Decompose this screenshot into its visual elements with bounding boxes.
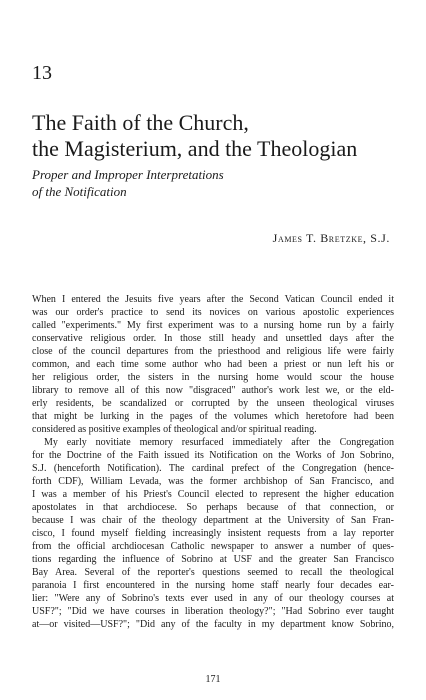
text-line: apostolates in that archdiocese. So perhaps because of that connection, or <box>32 502 394 513</box>
text-line: conservative religious order. In those still heady and unsettled days after the <box>32 333 394 344</box>
text-line: from the official archdiocesan Catholic newspaper to answer a number of ques- <box>32 541 394 552</box>
text-line: library to remove all of this now "disgraced" author's work lest we, or the eld- <box>32 385 394 396</box>
chapter-subtitle-line: of the Notification <box>32 184 127 199</box>
text-line: forth CDF), William Levada, was the former archbishop of San Francisco, and <box>32 476 394 487</box>
text-line: lier: "Were any of Sobrino's texts ever used in any of our theology courses at <box>32 593 394 604</box>
body-paragraph <box>32 436 394 631</box>
text-line: My early novitiate memory resurfaced immediately after the Congregation <box>44 437 394 448</box>
chapter-title-line: The Faith of the Church, <box>32 110 249 135</box>
body-text <box>32 293 394 631</box>
text-line: was our order's practice to send its novices on various apostolic experiences <box>32 307 394 318</box>
text-line: close of the council departures from the priesthood and religious life were fairly <box>32 346 394 357</box>
chapter-title-line: the Magisterium, and the Theologian <box>32 136 358 161</box>
text-line: cisco, I found myself fielding increasingly insistent requests from a lay reporter <box>32 528 394 539</box>
text-line: for the Doctrine of the Faith issued its Notification on the Works of Jon Sobrino, <box>32 450 394 461</box>
author-name: James T. Bretzke, S.J. <box>272 231 390 245</box>
text-line: because I was chair of the theology department at the University of San Fran- <box>32 515 394 526</box>
text-line: common, and each time some author who had been a priest or nun left his or <box>32 359 394 370</box>
text-line: tions regarding the influence of Sobrino at USF and the greater San Francisco <box>32 554 394 565</box>
text-line: I was a member of his Priest's Council elected to represent the higher education <box>32 489 394 500</box>
page-number: 171 <box>205 674 221 685</box>
text-line: When I entered the Jesuits five years after the Second Vatican Council ended it <box>32 294 394 305</box>
body-paragraph <box>32 293 394 436</box>
chapter-title <box>32 110 402 162</box>
text-line: considered as positive examples of theological and/or spiritual reading. <box>32 424 317 435</box>
text-line: USF?"; "Did we have courses in liberation theology?"; "Had Sobrino ever taught <box>32 606 394 617</box>
text-line: paranoia I first encountered in the nursing home staff nearly four decades ear- <box>32 580 394 591</box>
chapter-subtitle-line: Proper and Improper Interpretations <box>32 167 224 182</box>
text-line: her religious order, the sisters in the nursing home would scour the house <box>32 372 394 383</box>
chapter-subtitle <box>32 166 224 200</box>
text-line: Bay Area. Several of the reporter's questions seemed to recall the theological <box>32 567 394 578</box>
text-line: erly residents, be scandalized or corrupted by the unseen theological viruses <box>32 398 394 409</box>
chapter-number: 13 <box>32 62 52 84</box>
text-line: called "experiments." My first experiment was to a nursing home run by a fairly <box>32 320 394 331</box>
text-line: that might be lurking in the pages of the volumes which heretofore had been <box>32 411 394 422</box>
text-line: S.J. (henceforth Notification). The cardinal prefect of the Congregation (hence- <box>32 463 394 474</box>
text-line: at—or visited—USF?"; "Did any of the faculty in my department know Sobrino, <box>32 619 394 630</box>
